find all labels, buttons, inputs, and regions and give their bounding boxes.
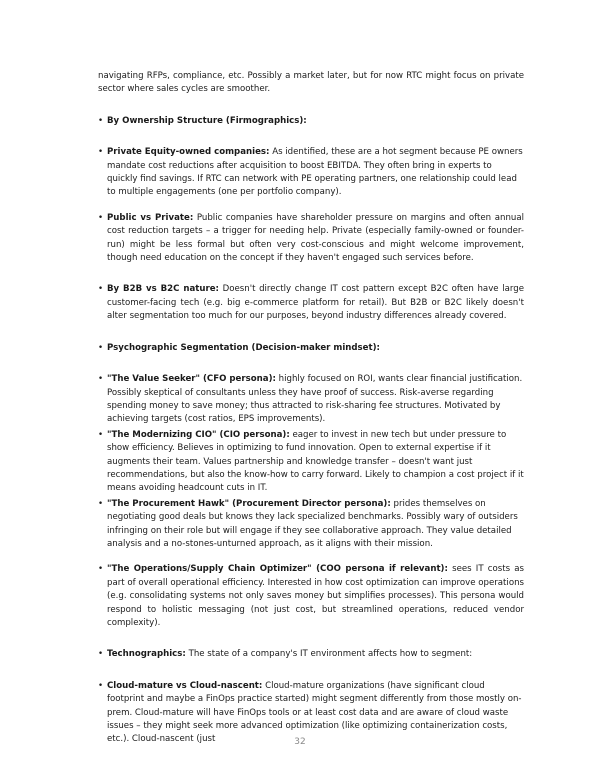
bullet-marker: •	[98, 374, 104, 385]
item-text: The state of a company's IT environment affects how to segment:	[185, 649, 473, 660]
item-label: Cloud-mature vs Cloud-nascent:	[107, 680, 263, 691]
item-text: eager to invest in new tech but under pressure to show efficiency. Believes in optimizing to fund innovation. Open to external expertise if it augments their team. Values partnership and knowledge transfer – doesn't want just recommendations, but also the know-how to carry forward. Likely to champion a cost project if it means avoiding headcount cuts in IT.	[107, 429, 524, 494]
page-number: 32	[294, 737, 306, 747]
item-text: Doesn't directly change IT cost pattern except B2C often have large customer-facing tech (e.g. big e-commerce platform for retail). But B2B or B2C likely doesn't alter segmentation too much for our purposes, beyond industry differences already covered.	[107, 284, 524, 322]
item-text: Cloud-mature organizations (have significant cloud footprint and maybe a FinOps practice started) might segment differently from those mostly on-prem. Cloud-mature will have FinOps tools or at least cost data and are aware of cloud waste issues – they might seek more advanced optimization (like optimizing containerization costs, etc.). Cloud-nascent (just	[107, 680, 522, 745]
bullet-marker: •	[98, 284, 104, 295]
list-item-modernizing-cio	[98, 429, 524, 496]
bullet-marker: •	[98, 564, 104, 575]
bullet-marker: •	[98, 342, 104, 353]
intro-paragraph: navigating RFPs, compliance, etc. Possibly a market later, but for now RTC might focus on private sector where sales cycles are smoother.	[98, 71, 524, 95]
bullet-marker: •	[98, 115, 104, 126]
ownership-heading: By Ownership Structure (Firmographics):	[107, 115, 307, 126]
list-item-operations-optimizer	[98, 563, 524, 630]
item-label: By B2B vs B2C nature:	[107, 284, 219, 295]
list-item-private-equity	[98, 146, 524, 200]
bullet-marker: •	[98, 212, 104, 223]
bullet-marker: •	[98, 429, 104, 440]
page-body	[98, 70, 524, 747]
list-item-procurement-hawk	[98, 498, 524, 552]
list-item-technographics	[98, 648, 524, 661]
item-text: highly focused on ROI, wants clear financial justification. Possibly skeptical of consultants unless they have proof of success. Risk-averse regarding spending money to save money; thus attracted to risk-sharing fee structures. Motivated by achieving targets (cost ratios, EPS improvements).	[107, 374, 523, 425]
item-text: sees IT costs as part of overall operational efficiency. Interested in how cost optimization can improve operations (e.g. consolidating systems not only saves money but simplifies processes). This persona would respond to holistic messaging (not just cost, but streamlined operations, reduced vendor complexity).	[107, 564, 524, 628]
item-text: As identified, these are a hot segment because PE owners mandate cost reductions after acquisition to boost EBITDA. They often bring in experts to quickly find savings. If RTC can network with PE operating partners, one relationship could lead to multiple engagements (one per portfolio company).	[107, 147, 523, 198]
item-label: "The Operations/Supply Chain Optimizer" (COO persona if relevant):	[107, 564, 448, 575]
item-label: "The Value Seeker" (CFO persona):	[107, 374, 276, 385]
item-label: "The Modernizing CIO" (CIO persona):	[107, 429, 290, 440]
item-text: prides themselves on negotiating good deals but knows they lack specialized benchmarks. Possibly wary of outsiders infringing on their role but will engage if they see collaborative approach. They value detailed analysis and a no-stones-unturned approach, as it aligns with their mission.	[107, 498, 518, 549]
list-item-b2b-vs-b2c	[98, 283, 524, 323]
list-item-value-seeker	[98, 373, 524, 427]
psychographic-heading-item	[98, 342, 524, 355]
bullet-marker: •	[98, 680, 104, 691]
bullet-marker: •	[98, 147, 104, 158]
ownership-heading-item	[98, 115, 524, 128]
list-item-public-vs-private	[98, 212, 524, 266]
bullet-marker: •	[98, 649, 104, 660]
item-label: Public vs Private:	[107, 212, 194, 223]
item-label: Technographics:	[107, 649, 186, 660]
item-label: "The Procurement Hawk" (Procurement Director persona):	[107, 498, 391, 509]
bullet-marker: •	[98, 498, 104, 509]
psychographic-heading: Psychographic Segmentation (Decision-maker mindset):	[107, 342, 380, 353]
item-label: Private Equity-owned companies:	[107, 147, 270, 158]
item-text: Public companies have shareholder pressure on margins and often annual cost reduction targets – a trigger for needing help. Private (especially family-owned or founder-run) might be less formal but often very cost-conscious and might welcome improvement, though need education on the concept if they haven't engaged such services before.	[107, 212, 524, 264]
